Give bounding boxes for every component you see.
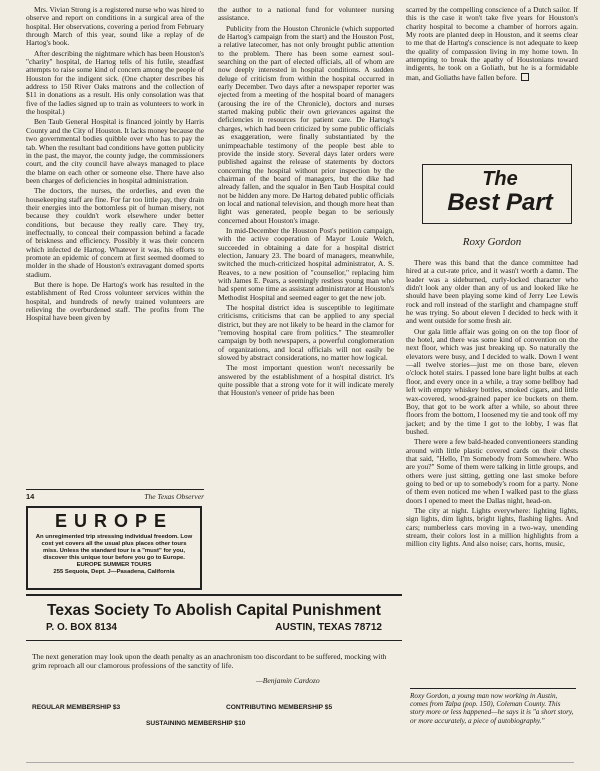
regular-membership: REGULAR MEMBERSHIP $3	[32, 704, 121, 711]
ad-tour-name: EUROPE SUMMER TOURS	[76, 562, 152, 568]
quote-citation: —Benjamin Cardozo	[256, 676, 320, 685]
capital-punishment-ad	[26, 594, 402, 744]
article-column-1	[26, 6, 204, 325]
article-column-3	[406, 6, 578, 84]
society-address	[26, 622, 402, 633]
magazine-name: The Texas Observer	[144, 492, 204, 501]
article-paragraph: the author to a national fund for volunteer nursing assistance.	[218, 5, 394, 23]
sustaining-membership: SUSTAINING MEMBERSHIP $10	[146, 720, 246, 727]
article-paragraph: Publicity from the Houston Chronicle (which supported de Hartog's campaign from the start) and the Houston Post, a relative latecomer, has not only brought public attention to the problem. There has been some earnest soul-searching on the part of elected officials, all of whom are now deeply interested in hospital conditions. A sudden deluge of criticism from within the hospital occurred in early December. Two days after a newspaper reporter was ejected from a meeting of the hospital board of managers (arousing the ire of the Chronicle), doctors and nurses started making public their own grievances against the deficiencies in resources for patient care. De Hartog's charges, which had been criticized by some public officials as exaggeration, were finally substantiated by the unimpeachable testimony of the people best able to provide the inside story. Several days later orders were published against the release of statements by doctors concerning the hospital without prior inspection by the chairman of the board of managers, but the dike had already fallen, and the squalor in Ben Taub Hospital could not be hidden any more. De Hartog debated public officials on local and national television, and though more heat than light was generated, people began to be seriously concerned about Houston's image.	[218, 23, 394, 225]
article-paragraph: scarred by the compelling conscience of a Dutch sailor. If this is the case it won't take five years for Houston's charity hospital to become a chamber of horrors again. My roots are planted deep in Houston, and it seems clear to me that de Hartog's conscience is not adequate to keep the quality of compassion living in my home town. In attempting to break the apathy of Houstonians toward indigents, he took on a Goliath, but he is a formidable man, and Goliaths have fallen before.	[406, 5, 578, 82]
divider	[26, 762, 574, 763]
po-box: P. O. BOX 8134	[46, 622, 117, 633]
article-paragraph: But there is hope. De Hartog's work has resulted in the establishment of Red Cross volunteer services within the hospital, and hundreds of newly trained volunteers are relieving the overburdened staff. The profits from The Hospital have been given by	[26, 280, 204, 323]
society-city: AUSTIN, TEXAS 78712	[275, 622, 382, 633]
europe-tours-ad	[26, 506, 202, 590]
story-byline: Roxy Gordon	[462, 236, 522, 248]
author-bio: Roxy Gordon, a young man now working in Austin, comes from Talpa (pop. 150), Coleman County. This story more or less happened—he says it is "a short story, or more accurately, a piece of autobiography."	[410, 688, 576, 725]
article-paragraph: Ben Taub General Hospital is financed jointly by Harris County and the City of Houston. It lacks money because the two governmental bodies quibble over who has to pay the tab. When the resultant bad conditions have gotten publicity in the past, the mayor, the county judge, the commissioners court, and the city council have always managed to place the blame on each other or someone else. There have also been charges of deficiencies in hospital administration.	[26, 117, 204, 185]
page-folio	[26, 489, 204, 501]
article-paragraph: After describing the nightmare which has been Houston's "charity" hospital, de Hartog tells of his futile, steadfast attempts to raise some kind of concern among the people of Houston for the indigent sick. (One chapter describes his address to 150 River Oaks matrons and the collection of $11 in donations as a result. His only consolation was that five of the ladies signed up to train as volunteers to work in the hospital.)	[26, 48, 204, 117]
article-column-2	[218, 6, 394, 400]
story-body	[406, 259, 578, 551]
ad-headline: EUROPE	[54, 511, 174, 531]
quote-text: The next generation may look upon the death penalty as an anachronism too discordant to be suffered, mocking with grim reproach all our clamorous professions of the sanctity of life.	[32, 652, 387, 670]
story-paragraph: There were a few bald-headed conventioneers standing around with little plastic covered cards on their chests that said, "Hello, I'm Somebody from Somewhere. Who are you?" Some of them were talking in little groups, and others were just sitting, getting one last smoke before going to bed or up to somebody's room for a party. None of them even noticed me when I walked past to the glass doors I opened to meet the Dallas night, head-on.	[406, 437, 578, 505]
divider	[26, 640, 402, 641]
page-number: 14	[26, 492, 35, 501]
end-mark-icon	[521, 73, 529, 81]
contributing-membership: CONTRIBUTING MEMBERSHIP $5	[226, 704, 333, 711]
article-paragraph: Mrs. Vivian Strong is a registered nurse who was hired to observe and report on conditions in a surgical area of the hospital. Her observations, covering a period from February through March of this year, sound like a replay of de Hartog's book.	[26, 5, 204, 48]
story-paragraph: The city at night. Lights everywhere: lighting lights, sign lights, dim lights, bright lights, flashing lights. And cars; numberless cars moving in a two-way, unending stream, their colors lost in a million highlights from a million city lights. And also noise; cars, horns, music,	[406, 505, 578, 549]
story-paragraph: Our gala little affair was going on on the top floor of the hotel, and there was some kind of convention on the next floor, which was just breaking up. So naturally the elevators were busy, and I decided to walk. Down I went—all twelve stories—just me on those bare, eleven o'clock hotel stairs. I passed lone bare light bulbs at each floor, and every once in a while, a tray some bellboy had left with empty whiskey bottles, smoked cigars, and little wax-covered, wood-grained paper ice buckets on them. Boy, that got to be work after a while, so about three floors from the bottom, I loosened my tie and took off my jacket; and by the time I got to the lobby, I was flat bushed.	[406, 326, 578, 436]
story-title: The Best Part	[447, 168, 553, 216]
society-title: Texas Society To Abolish Capital Punishment	[47, 602, 381, 619]
article-paragraph: The most important question won't necessarily be answered by the establishment of a hospital district. It's quite possible that a strong vote for it will indicate merely that Houston's veneer of pride has been	[218, 363, 394, 398]
article-paragraph: The doctors, the nurses, the orderlies, and even the housekeeping staff are fine. For far too little pay, they drain their energies into the bottomless pit of human misery, not because they couldn't work elsewhere under better conditions, but because they really care. They try, ineffectually, to conceal their compassion behind a facade of briskness and efficiency. Possibly it was their concern which infected de Hartog. Whatever it was, his efforts to promote an epidemic of concern at first seemed doomed to molder in the shade of Houston's extravagant domed sports stadium.	[26, 186, 204, 279]
article-paragraph: In mid-December the Houston Post's petition campaign, with the active cooperation of Mayor Louie Welch, succeeded in obtaining a date for a hospital district election, January 23. The board of managers, meanwhile, switched the much-criticized hospital administrator, A. S. Reaves, to a new position of "counsellor," replacing him with James E. Pears, a seemingly restless young man who had spent some time as assistant administrator at Houston's Methodist Hospital and seemed eager to get the new job.	[218, 225, 394, 302]
ad-body: An unregimented trip stressing individual freedom. Low cost yet covers all the usual plus places other tours miss. Unless the standard tour is a "must" for you, discover this unique tour before you go to Europe. EUROPE SUMMER TOURS 255 Sequoia, Dept. J—Pasadena, California	[35, 534, 193, 575]
story-paragraph: There was this band that the dance committee had hired at a cut-rate price, and it wasn't worth a damn. The leader was a sideburned, curly-locked character who didn't look any older than any of us and looked like he should have been playing some kind of Jerry Lee Lewis rock and roll instead of the starlight and champagne stuff he was trying. So about eleven I decided to heck with it and went outside for some fresh air.	[406, 258, 578, 326]
article-paragraph: The hospital district idea is susceptible to legitimate criticisms, criticisms that can be applied to any special district, but they are not likely to be heard in the clamor for "removing hospital care from politics." The steamroller campaign by both newspapers, a powerful conglomeration of organizations, and local officials will not easily be slowed by abstract considerations, no matter how logical.	[218, 303, 394, 363]
ad-address: 255 Sequoia, Dept. J—Pasadena, California	[53, 569, 175, 575]
